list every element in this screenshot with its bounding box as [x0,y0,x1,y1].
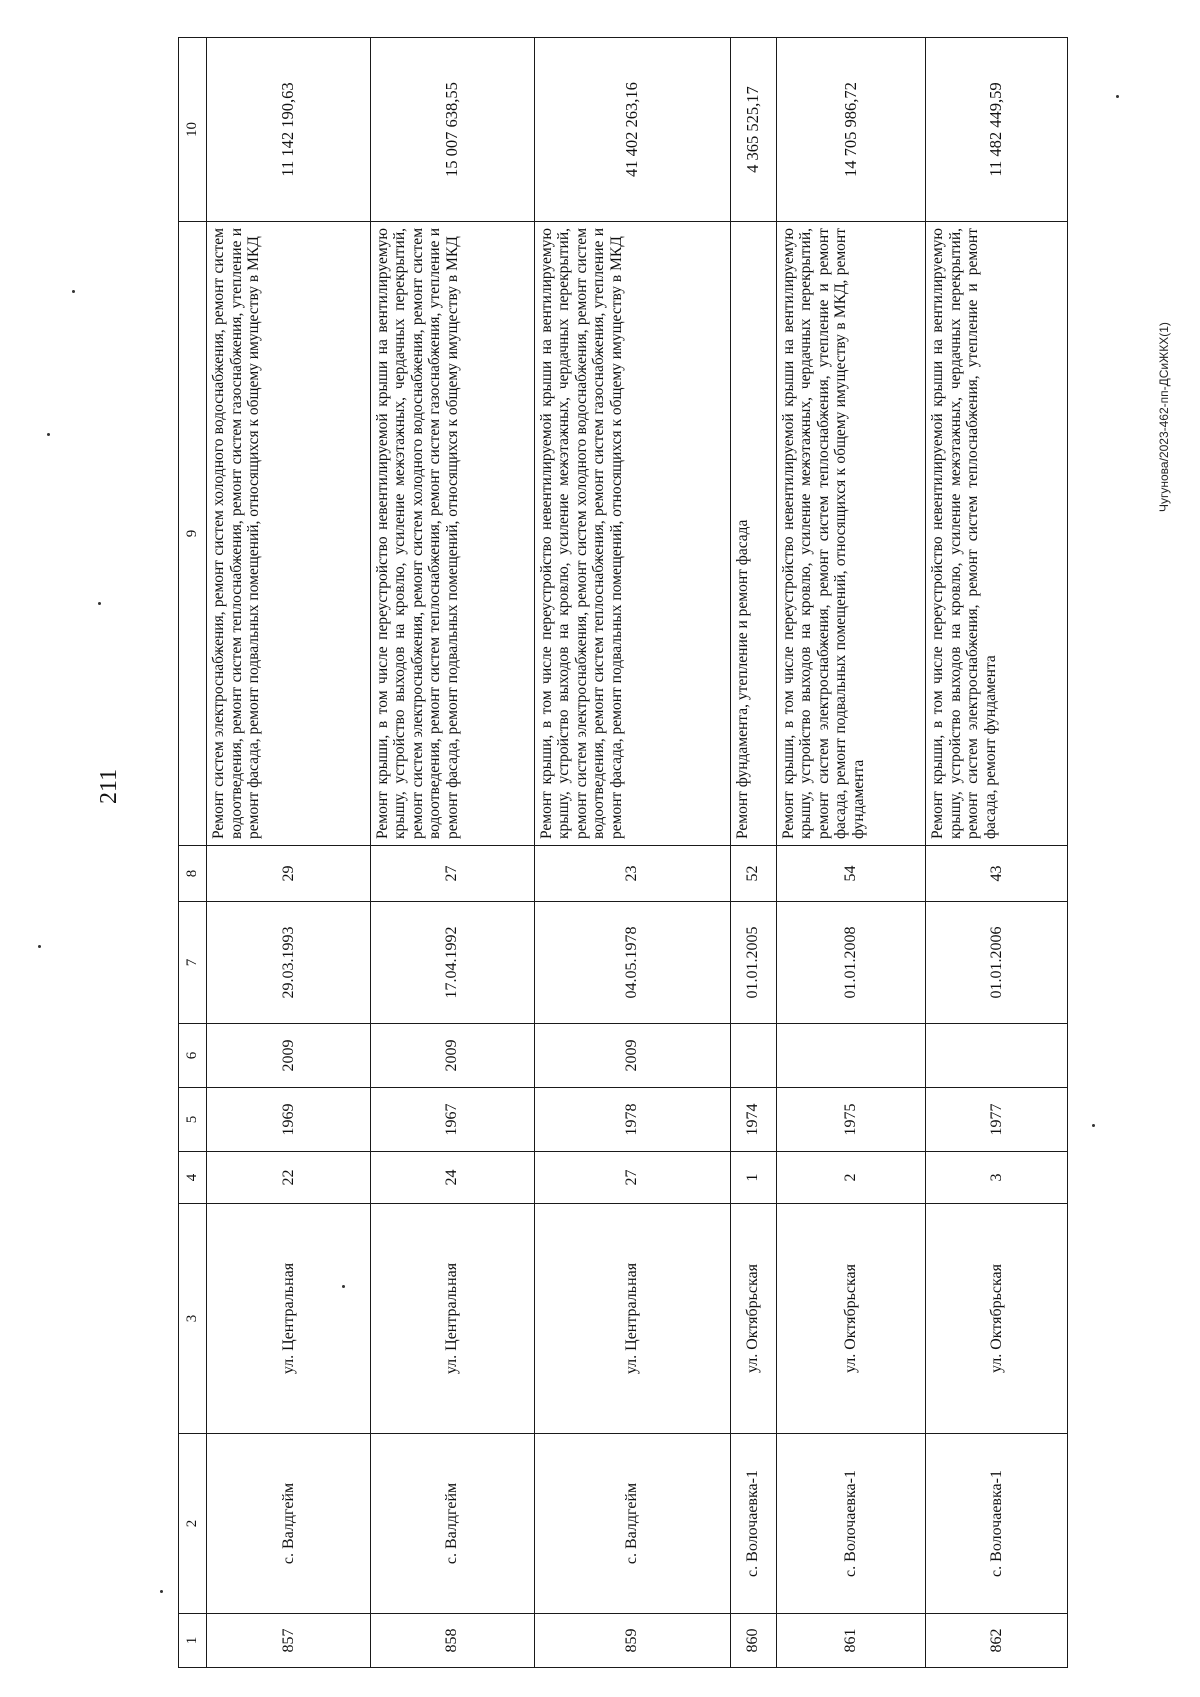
column-number-row [179,38,207,1668]
date-cell: 01.01.2005 [730,902,776,1024]
street-name: ул. Центральная [207,1204,371,1434]
street-name: ул. Центральная [534,1204,730,1434]
column-number: 9 [179,222,207,846]
works-description: Ремонт фундамента, утепление и ремонт фасада [730,222,776,846]
street-name: ул. Октябрьская [730,1204,776,1434]
settlement-name: с. Волочаевка-1 [926,1434,1068,1614]
works-description: Ремонт систем электроснабжения, ремонт систем холодного водоснабжения, ремонт систем водоотведения, ремонт систем теплоснабжения, ремонт систем газоснабжения, утепление и ремонт фасада, ремонт подвальных помещений, относящихся к общему имуществу в МКД [207,222,371,846]
settlement-name: с. Валдгейм [370,1434,534,1614]
column-number: 7 [179,902,207,1024]
works-description: Ремонт крыши, в том числе переустройство невентилируемой крыши на вентилируемую крышу, устройство выходов на кровлю, усиление межэтажных, чердачных перекрытий, ремонт систем электроснабжения, ремонт систем теплоснабжения, утепление и ремонт фасада, ремонт фундамента [926,222,1068,846]
count-cell: 43 [926,846,1068,902]
table-row [207,38,371,1668]
year-built: 1975 [776,1088,925,1152]
column-number: 4 [179,1152,207,1204]
column-number: 1 [179,1614,207,1668]
house-number: 2 [776,1152,925,1204]
scan-speck [38,945,41,948]
works-description: Ремонт крыши, в том числе переустройство невентилируемой крыши на вентилируемую крышу, устройство выходов на кровлю, усиление межэтажных, чердачных перекрытий, ремонт систем электроснабжения, ремонт систем теплоснабжения, утепление и ремонт фасада, ремонт подвальных помещений, относящихся к общему имуществу в МКД, ремонт фундамента [776,222,925,846]
row-number: 861 [776,1614,925,1668]
year-col6: 2009 [370,1024,534,1088]
column-number: 8 [179,846,207,902]
settlement-name: с. Волочаевка-1 [730,1434,776,1614]
scan-speck [1116,95,1119,98]
scan-speck [1092,1124,1095,1127]
year-col6 [776,1024,925,1088]
date-cell: 01.01.2008 [776,902,925,1024]
row-number: 858 [370,1614,534,1668]
date-cell: 04.05.1978 [534,902,730,1024]
scan-speck [98,602,101,605]
count-cell: 27 [370,846,534,902]
cost-cell: 15 007 638,55 [370,38,534,222]
table-row [730,38,776,1668]
table-row [534,38,730,1668]
table-row [926,38,1068,1668]
row-number: 860 [730,1614,776,1668]
house-number: 3 [926,1152,1068,1204]
row-number: 859 [534,1614,730,1668]
column-number: 5 [179,1088,207,1152]
year-built: 1977 [926,1088,1068,1152]
scan-speck [47,433,50,436]
year-col6: 2009 [207,1024,371,1088]
street-name: ул. Центральная [370,1204,534,1434]
works-description: Ремонт крыши, в том числе переустройство невентилируемой крыши на вентилируемую крышу, устройство выходов на кровлю, усиление межэтажных, чердачных перекрытий, ремонт систем электроснабжения, ремонт систем холодного водоснабжения, ремонт систем водоотведения, ремонт систем теплоснабжения, ремонт систем газоснабжения, утепление и ремонт фасада, ремонт подвальных помещений, относящихся к общему имуществу в МКД [534,222,730,846]
count-cell: 52 [730,846,776,902]
document-code: Чугунова/2023-462-пп-ДСиЖКХ(1) [1157,322,1171,512]
column-number: 6 [179,1024,207,1088]
house-number: 24 [370,1152,534,1204]
cost-cell: 11 482 449,59 [926,38,1068,222]
count-cell: 23 [534,846,730,902]
repair-program-table [178,38,1068,1668]
cost-cell: 14 705 986,72 [776,38,925,222]
column-number: 2 [179,1434,207,1614]
house-number: 22 [207,1152,371,1204]
column-number: 10 [179,38,207,222]
year-col6 [730,1024,776,1088]
row-number: 857 [207,1614,371,1668]
date-cell: 29.03.1993 [207,902,371,1024]
street-name: ул. Октябрьская [926,1204,1068,1434]
cost-cell: 4 365 525,17 [730,38,776,222]
table-row [370,38,534,1668]
cost-cell: 11 142 190,63 [207,38,371,222]
year-built: 1967 [370,1088,534,1152]
date-cell: 01.01.2006 [926,902,1068,1024]
works-description: Ремонт крыши, в том числе переустройство невентилируемой крыши на вентилируемую крышу, устройство выходов на кровлю, усиление межэтажных, чердачных перекрытий, ремонт систем электроснабжения, ремонт систем холодного водоснабжения, ремонт систем водоотведения, ремонт систем теплоснабжения, ремонт систем газоснабжения, утепление и ремонт фасада, ремонт подвальных помещений, относящихся к общему имуществу в МКД [370,222,534,846]
row-number: 862 [926,1614,1068,1668]
count-cell: 54 [776,846,925,902]
year-col6: 2009 [534,1024,730,1088]
year-col6 [926,1024,1068,1088]
settlement-name: с. Валдгейм [534,1434,730,1614]
scan-speck [72,290,75,293]
scan-speck [160,1590,163,1593]
house-number: 27 [534,1152,730,1204]
count-cell: 29 [207,846,371,902]
table-row [776,38,925,1668]
street-name: ул. Октябрьская [776,1204,925,1434]
year-built: 1974 [730,1088,776,1152]
house-number: 1 [730,1152,776,1204]
date-cell: 17.04.1992 [370,902,534,1024]
year-built: 1978 [534,1088,730,1152]
settlement-name: с. Валдгейм [207,1434,371,1614]
column-number: 3 [179,1204,207,1434]
cost-cell: 41 402 263,16 [534,38,730,222]
year-built: 1969 [207,1088,371,1152]
page-number: 211 [96,768,122,804]
settlement-name: с. Волочаевка-1 [776,1434,925,1614]
